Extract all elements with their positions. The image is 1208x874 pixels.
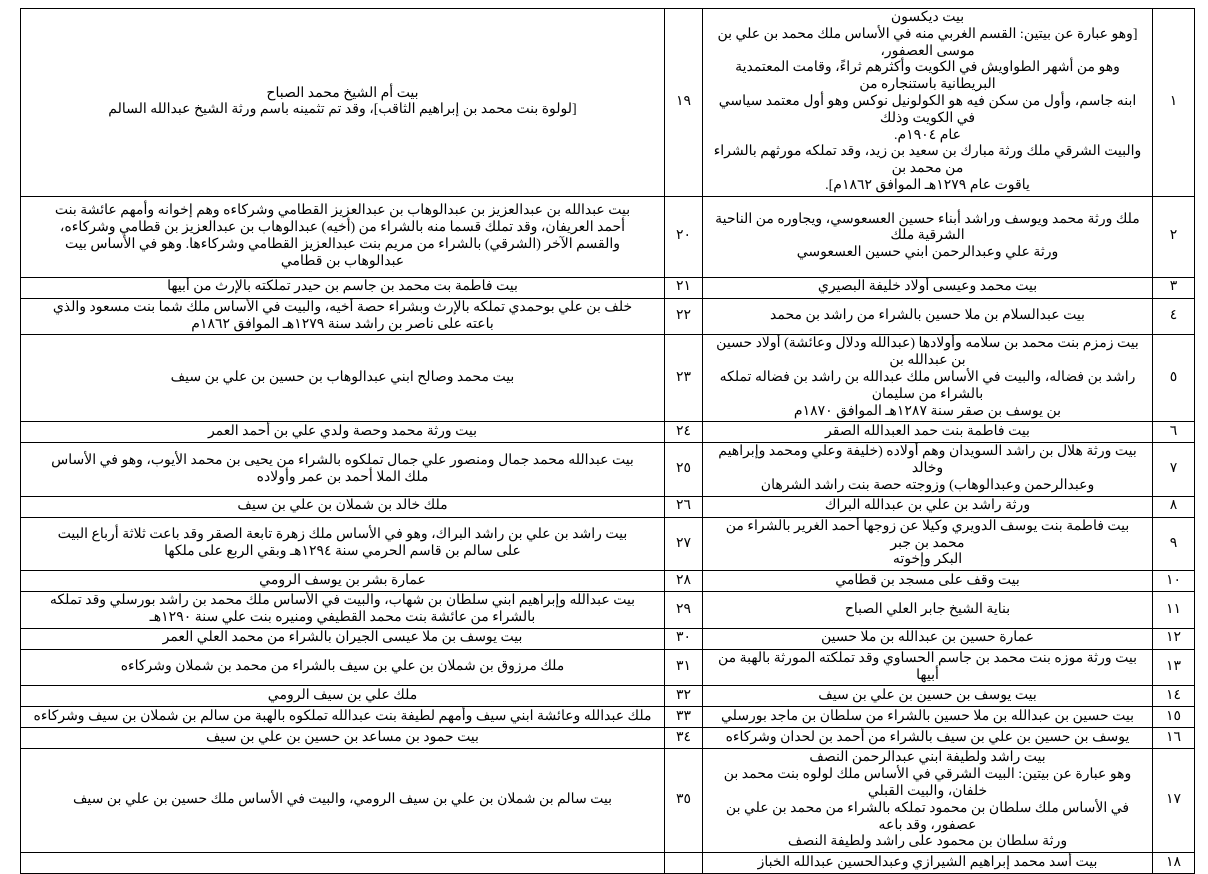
table-row	[21, 422, 1195, 443]
property-description	[21, 853, 665, 874]
property-description: بناية الشيخ جابر العلي الصباح	[703, 592, 1153, 629]
property-description: بيت ديكسون [وهو عبارة عن بيتين: القسم الغربي منه في الأساس ملك محمد بن علي بن موسى العصفور، وهو من أشهر الطواويش في الكويت وأكثرهم ثراءً، وقامت المعتمدية البريطانية باستنجاره من ابنه جاسم، وأول من سكن فيه هو الكولونيل نوكس وهو أول معتمد سياسي في الكويت وذلك عام ١٩٠٤م. والبيت الشرقي ملك ورثة مبارك بن سعيد بن زيد، وقد تملكه مورثهم بالشراء من محمد بن ياقوت عام ١٢٧٩هـ الموافق ١٨٦٢م].	[703, 9, 1153, 197]
property-description: بيت محمد وصالح ابني عبدالوهاب بن حسين بن علي بن سيف	[21, 335, 665, 422]
table-row	[21, 592, 1195, 629]
property-description: عمارة بشر بن يوسف الرومي	[21, 571, 665, 592]
row-number: ٢٩	[665, 592, 703, 629]
property-description: بيت ورثة موزه بنت محمد بن جاسم الحساوي وقد تملكته المورثة بالهبة من أبيها	[703, 649, 1153, 686]
row-number: ٩	[1153, 517, 1195, 570]
row-number: ٢	[1153, 196, 1195, 277]
property-description: بيت عبدالله وإبراهيم ابني سلطان بن شهاب، والبيت في الأساس ملك محمد بن راشد بورسلي وقد تملكه بالشراء من عائشة بنت محمد القطيفي ومنيره بنت علي سنة ١٢٩٠هـ	[21, 592, 665, 629]
property-description: بيت وقف على مسجد بن قطامي	[703, 571, 1153, 592]
table-row	[21, 277, 1195, 298]
row-number: ٢٢	[665, 298, 703, 335]
property-description: ورثة راشد بن علي بن عبدالله البراك	[703, 496, 1153, 517]
property-description: خلف بن علي بوحمدي تملكه بالإرث وبشراء حصة أخيه، والبيت في الأساس ملك شما بنت مسعود والذي باعته على ناصر بن راشد سنة ١٢٧٩هـ الموافق ١٨٦٢م	[21, 298, 665, 335]
table-row	[21, 9, 1195, 197]
row-number: ٣١	[665, 649, 703, 686]
table-row	[21, 496, 1195, 517]
property-description: بيت أم الشيخ محمد الصباح [لولوة بنت محمد بن إبراهيم الثاقب]، وقد تم تثمينه باسم ورثة الشيخ عبدالله السالم	[21, 9, 665, 197]
row-number: ٢٤	[665, 422, 703, 443]
property-description: بيت حمود بن مساعد بن حسين بن علي بن سيف	[21, 728, 665, 749]
table-row	[21, 749, 1195, 853]
row-number: ٤	[1153, 298, 1195, 335]
row-number: ٢٠	[665, 196, 703, 277]
row-number: ٣٢	[665, 686, 703, 707]
row-number	[665, 853, 703, 874]
row-number: ١٨	[1153, 853, 1195, 874]
table-row	[21, 686, 1195, 707]
table-row	[21, 335, 1195, 422]
row-number: ١٧	[1153, 749, 1195, 853]
property-description: بيت ورثة محمد وحصة ولدي علي بن أحمد العمر	[21, 422, 665, 443]
property-description: بيت حسين بن عبدالله بن ملا حسين بالشراء من سلطان بن ماجد بورسلي	[703, 707, 1153, 728]
row-number: ١٣	[1153, 649, 1195, 686]
property-description: بيت سالم بن شملان بن علي بن سيف الرومي، والبيت في الأساس ملك حسين بن علي بن سيف	[21, 749, 665, 853]
property-description: ملك عبدالله وعائشة ابني سيف وأمهم لطيفة بنت عبدالله تملكوه بالهبة من سالم بن شملان بن سيف وشركاءه	[21, 707, 665, 728]
row-number: ١١	[1153, 592, 1195, 629]
property-description: يوسف بن حسين بن علي بن سيف بالشراء من أحمد بن لحدان وشركاءه	[703, 728, 1153, 749]
property-description: ملك مرزوق بن شملان بن علي بن سيف بالشراء من محمد بن شملان وشركاءه	[21, 649, 665, 686]
row-number: ٣٥	[665, 749, 703, 853]
row-number: ١٥	[1153, 707, 1195, 728]
table-row	[21, 196, 1195, 277]
row-number: ١	[1153, 9, 1195, 197]
property-description: بيت محمد وعيسى أولاد خليفة البصيري	[703, 277, 1153, 298]
property-description: بيت أسد محمد إبراهيم الشيرازي وعبدالحسين عبدالله الخباز	[703, 853, 1153, 874]
row-number: ٣٠	[665, 628, 703, 649]
row-number: ٣	[1153, 277, 1195, 298]
row-number: ١٦	[1153, 728, 1195, 749]
property-description: بيت يوسف بن حسين بن علي بن سيف	[703, 686, 1153, 707]
row-number: ٢٣	[665, 335, 703, 422]
row-number: ١٩	[665, 9, 703, 197]
property-description: ملك علي بن سيف الرومي	[21, 686, 665, 707]
table-row	[21, 517, 1195, 570]
property-description: بيت فاطمة بنت يوسف الدويري وكيلا عن زوجها أحمد الغرير بالشراء من محمد بن جبر البكر وإخوته	[703, 517, 1153, 570]
table-row	[21, 649, 1195, 686]
property-description: بيت يوسف بن ملا عيسى الجيران بالشراء من محمد العلي العمر	[21, 628, 665, 649]
row-number: ٧	[1153, 443, 1195, 496]
row-number: ٥	[1153, 335, 1195, 422]
property-description: بيت ورثة هلال بن راشد السويدان وهم أولاده (خليفة وعلي ومحمد وإبراهيم وخالد وعبدالرحمن وعبدالوهاب) وزوجته حصة بنت راشد الشرهان	[703, 443, 1153, 496]
property-description: عمارة حسين بن عبدالله بن ملا حسين	[703, 628, 1153, 649]
property-description: ملك خالد بن شملان بن علي بن سيف	[21, 496, 665, 517]
property-description: بيت عبدالله محمد جمال ومنصور علي جمال تملكوه بالشراء من يحيى بن محمد الأيوب، وهو في الأساس ملك الملا أحمد بن عمر وأولاده	[21, 443, 665, 496]
row-number: ٣٤	[665, 728, 703, 749]
property-description: بيت عبدالله بن عبدالعزيز بن عبدالوهاب بن عبدالعزيز القطامي وشركاءه وهم إخوانه وأمهم عائشة بنت أحمد العريفان، وقد تملك قسما منه بالشراء من (أخيه) عبدالوهاب بن عبدالعزيز بن قطامي وشركاءه، والقسم الآخر (الشرقي) بالشراء من مريم بنت عبدالعزيز القطامي وشركاءها. وهو في الأساس بيت عبدالوهاب بن قطامي	[21, 196, 665, 277]
row-number: ٢١	[665, 277, 703, 298]
table-row	[21, 571, 1195, 592]
row-number: ٢٨	[665, 571, 703, 592]
row-number: ٢٧	[665, 517, 703, 570]
row-number: ١٤	[1153, 686, 1195, 707]
property-description: بيت فاطمة بنت حمد العبدالله الصقر	[703, 422, 1153, 443]
row-number: ٦	[1153, 422, 1195, 443]
table-row	[21, 628, 1195, 649]
row-number: ٢٦	[665, 496, 703, 517]
property-description: ملك ورثة محمد ويوسف وراشد أبناء حسين العسعوسي، ويجاوره من الناحية الشرقية ملك ورثة علي وعبدالرحمن ابني حسين العسعوسي	[703, 196, 1153, 277]
row-number: ٢٥	[665, 443, 703, 496]
property-description: بيت راشد ولطيفة ابني عبدالرحمن النصف وهو عبارة عن بيتين: البيت الشرقي في الأساس ملك لولوه بنت محمد بن خلفان، والبيت القبلي في الأساس ملك سلطان بن محمود تملكه بالشراء من محمد بن علي بن عصفور، وقد باعه ورثة سلطان بن محمود على راشد ولطيفة النصف	[703, 749, 1153, 853]
row-number: ١٠	[1153, 571, 1195, 592]
row-number: ٣٣	[665, 707, 703, 728]
table-row	[21, 298, 1195, 335]
row-number: ١٢	[1153, 628, 1195, 649]
property-description: بيت فاطمة بت محمد بن جاسم بن حيدر تملكته بالإرث من أبيها	[21, 277, 665, 298]
table-row	[21, 443, 1195, 496]
row-number: ٨	[1153, 496, 1195, 517]
property-description: بيت زمزم بنت محمد بن سلامه وأولادها (عبدالله ودلال وعائشة) أولاد حسين بن عبدالله بن راشد بن فضاله، والبيت في الأساس ملك عبدالله بن راشد بن فضاله تملكه بالشراء من سليمان بن يوسف بن صقر سنة ١٢٨٧هـ الموافق ١٨٧٠م	[703, 335, 1153, 422]
table-row	[21, 728, 1195, 749]
property-description: بيت راشد بن علي بن راشد البراك، وهو في الأساس ملك زهرة تابعة الصقر وقد باعت ثلاثة أرباع البيت على سالم بن قاسم الحرمي سنة ١٢٩٤هـ وبقي الربع على ملكها	[21, 517, 665, 570]
property-description: بيت عبدالسلام بن ملا حسين بالشراء من راشد بن محمد	[703, 298, 1153, 335]
table-row	[21, 707, 1195, 728]
table-row	[21, 853, 1195, 874]
properties-table	[20, 8, 1195, 874]
